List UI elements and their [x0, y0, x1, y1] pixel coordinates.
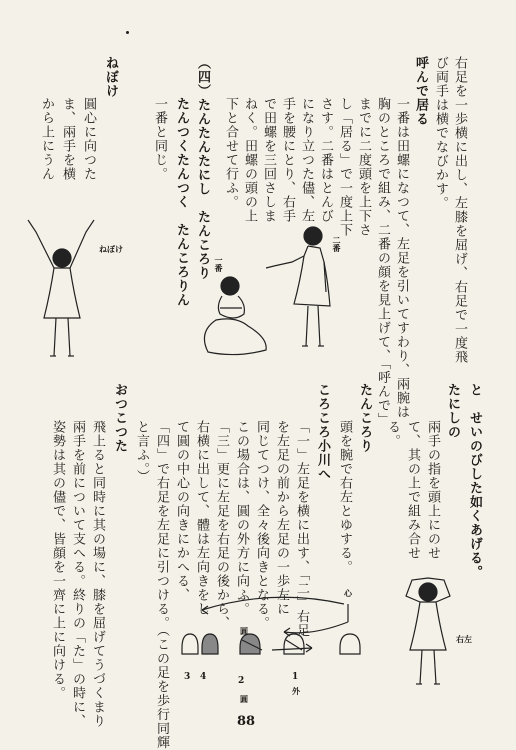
- text-column-39: 飛上ると同時に其の場に、膝を屈げてうづくまり: [90, 420, 105, 728]
- section-heading-okkotta: おつこつた: [112, 383, 127, 453]
- text-column-30: を左足の前から左足の一歩左に: [274, 420, 289, 616]
- section-heading-four: （四）たんたんたにし たんころり: [195, 56, 210, 280]
- figure-label-ichiban: 一番: [214, 256, 224, 272]
- text-column-29: 「一」左足を横に出す、「二」右足: [294, 420, 309, 638]
- text-column-2: び両手は横でなびかす。: [433, 56, 448, 210]
- text-column-10: 手を腰にとり、右手: [280, 97, 295, 223]
- illustration-neboke: [14, 214, 108, 364]
- text-column-35: て圓の中心の向きにかへる、: [174, 420, 189, 602]
- text-column-19: ま、兩手を横: [60, 97, 75, 181]
- section-heading-tanishi: たにしの: [445, 383, 460, 439]
- text-column-31: 同じてつけ、全々後向きとなる。: [254, 420, 269, 630]
- text-column-11: で田螺を三回さしま: [261, 97, 276, 223]
- diagram-label-shin: 心: [344, 588, 352, 598]
- page-number: 88: [237, 714, 256, 729]
- diagram-step-2: 2: [238, 676, 245, 686]
- text-column-18: 圓心に向つた: [81, 97, 96, 181]
- diagram-footsteps: [172, 588, 372, 684]
- diagram-step-3: 3: [184, 672, 191, 682]
- figure-label-niban: 二番: [332, 236, 342, 252]
- section-heading-korokoro: ころころ小川へ: [315, 383, 330, 481]
- text-column-23: 兩手の指を頭上にのせ: [425, 420, 440, 560]
- figure-label-migihidari: 右左: [456, 634, 472, 644]
- diagram-label-gai: 外: [292, 686, 300, 696]
- text-column-7: し「居る」で一度上下: [337, 97, 352, 237]
- text-column-9: になり立つた儘、左: [299, 97, 314, 223]
- text-column-12: ねく。田螺の頭の上: [242, 97, 257, 223]
- text-column-27: 頭を腕で右左とゆする。: [337, 420, 352, 574]
- text-column-13: 下と合せて行ふ。: [223, 97, 238, 209]
- text-column-8: さす。二番はとんび: [318, 97, 333, 223]
- text-column-21: と せいのびした如くあげる。: [467, 383, 482, 579]
- illustration-tanishi: [392, 572, 464, 692]
- text-column-40: 兩手を前について支へる。終りの「た」の時に、: [70, 420, 85, 728]
- text-column-20: から上にうん: [39, 97, 54, 181]
- diagram-label-en-top: 圓: [240, 626, 248, 636]
- text-column-16: 一番と同じ。: [152, 97, 167, 181]
- text-column-6: までに二度頭を上下さ: [356, 97, 371, 237]
- text-column-25: る。: [385, 420, 400, 448]
- text-column-4: 一番は田螺になつて、左足を引いてすわり、兩腕は: [394, 97, 409, 419]
- text-column-33: 「三」更に左足を右足の後から、: [214, 420, 229, 630]
- section-heading-tankorori: たんころり: [357, 383, 372, 453]
- text-column-34: 右横に出して、體は左向きをし: [194, 420, 209, 616]
- figure-label-neboke: ねぼけ: [99, 244, 123, 254]
- text-column-1: 右足を一歩横に出し、左膝を屈げ、右足で一度飛: [452, 56, 467, 364]
- text-column-24: て、其の上で組み合せ: [405, 420, 420, 560]
- text-column-36: 「四」で右足を左足に引つける。（この足を歩行同輝: [154, 420, 169, 750]
- section-heading-neboke: ねぼけ: [103, 56, 118, 98]
- text-column-37: と言ふ。）: [134, 420, 149, 484]
- diagram-label-en-bottom: 圓: [240, 694, 248, 704]
- section-heading-four-line2: たんつくたんつく たんころりん: [174, 97, 189, 307]
- diagram-step-4: 4: [200, 672, 207, 682]
- text-column-41: 姿勢は其の儘で、皆顔を一齊に上に向ける。: [50, 420, 65, 700]
- section-heading-yonde-iru: 呼んで居る: [413, 56, 428, 126]
- diagram-step-1: 1: [292, 672, 299, 682]
- text-column-5: 胸のところで組み、二番の顔を見上げて、「呼んで」: [375, 97, 390, 427]
- ink-mark: [126, 31, 129, 34]
- text-column-32: この場合は、圓の外方に向ふ。: [234, 420, 249, 616]
